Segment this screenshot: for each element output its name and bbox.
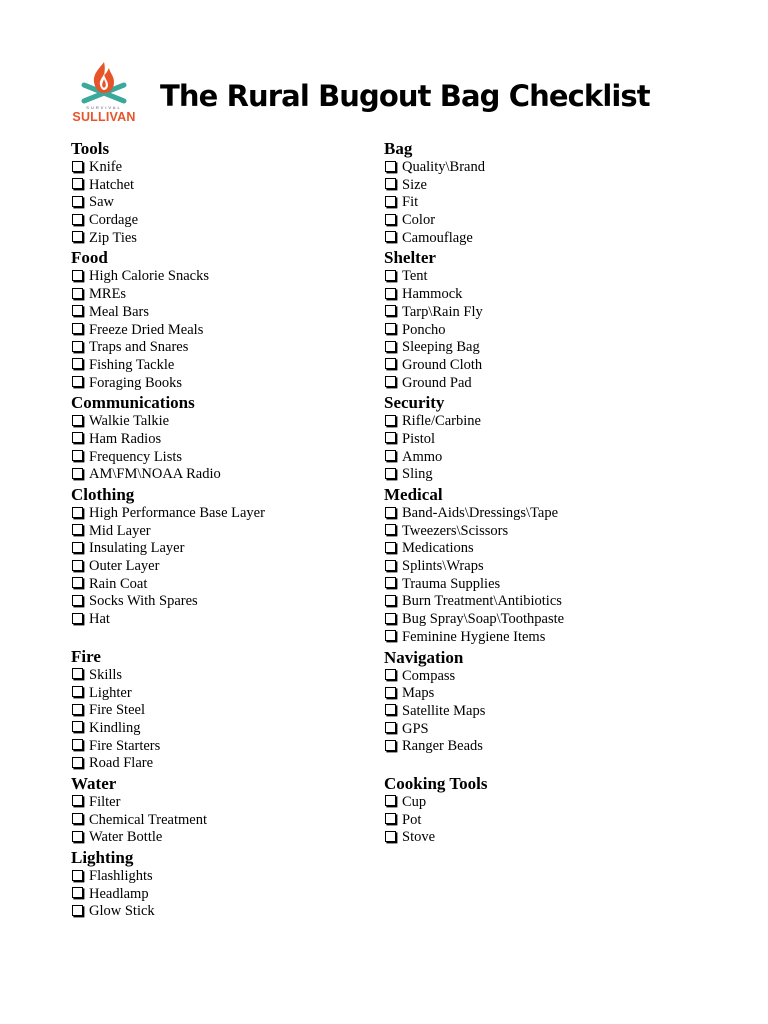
checklist-item bbox=[384, 540, 564, 558]
checklist-item-label: Frequency Lists bbox=[89, 448, 183, 465]
checklist-item-label: Tent bbox=[402, 268, 428, 285]
checkbox-icon[interactable] bbox=[385, 196, 396, 207]
checklist-item bbox=[71, 868, 265, 886]
checklist-item bbox=[71, 230, 265, 248]
checklist-item-label: Cup bbox=[402, 793, 427, 810]
checklist-item bbox=[384, 576, 564, 594]
section-heading-shelter: Shelter bbox=[384, 248, 436, 268]
checklist-item bbox=[71, 413, 265, 431]
logo-tagline: SURVIVAL bbox=[86, 105, 122, 110]
checkbox-icon[interactable] bbox=[385, 687, 396, 698]
checkbox-icon[interactable] bbox=[385, 795, 396, 806]
checkbox-icon[interactable] bbox=[385, 630, 396, 641]
checkbox-icon[interactable] bbox=[72, 507, 83, 518]
checklist-item-label: Lighter bbox=[89, 684, 132, 701]
checklist-item bbox=[71, 431, 265, 449]
checklist-item-label: Ground Pad bbox=[402, 374, 472, 391]
checklist-item-label: MREs bbox=[89, 286, 127, 303]
checklist-item-label: High Performance Base Layer bbox=[89, 505, 265, 521]
checklist-item bbox=[71, 505, 265, 523]
checklist-item-label: Sleeping Bag bbox=[402, 339, 480, 356]
checklist-item-label: Burn Treatment\Antibiotics bbox=[402, 593, 562, 610]
checkbox-icon[interactable] bbox=[72, 415, 83, 426]
checkbox-icon[interactable] bbox=[385, 305, 396, 316]
checkbox-icon[interactable] bbox=[385, 831, 396, 842]
checkbox-icon[interactable] bbox=[385, 507, 396, 518]
checklist-item bbox=[384, 829, 564, 847]
checklist-item-label: Fire Steel bbox=[89, 702, 145, 719]
checklist-item bbox=[71, 812, 265, 830]
checkbox-icon[interactable] bbox=[385, 704, 396, 715]
checklist-item bbox=[71, 685, 265, 703]
checkbox-icon[interactable] bbox=[72, 432, 83, 443]
checklist-item-label: Skills bbox=[89, 666, 123, 683]
checklist-item-label: Fishing Tackle bbox=[89, 356, 175, 373]
checklist-item bbox=[384, 558, 564, 576]
checklist-item bbox=[384, 738, 564, 756]
section-heading-lighting: Lighting bbox=[71, 848, 134, 867]
checklist-item-label: Glow Stick bbox=[89, 903, 155, 920]
checkbox-icon[interactable] bbox=[72, 196, 83, 207]
checklist-item-label: Flashlights bbox=[89, 868, 153, 884]
checklist-item bbox=[71, 194, 265, 212]
checklist-item-label: Ammo bbox=[402, 448, 443, 465]
section-heading-cooking-tools: Cooking Tools bbox=[384, 773, 488, 793]
checklist-item-label: Headlamp bbox=[89, 885, 149, 902]
checkbox-icon[interactable] bbox=[72, 704, 83, 715]
checklist-item-label: Mid Layer bbox=[89, 522, 151, 539]
checklist-item bbox=[384, 668, 564, 686]
section-heading-medical: Medical bbox=[384, 485, 443, 504]
section-heading-bag: Bag bbox=[384, 139, 413, 158]
checklist-item-label: Fire Starters bbox=[89, 737, 161, 754]
checkbox-icon[interactable] bbox=[72, 905, 83, 916]
checklist-item bbox=[384, 721, 564, 739]
checkbox-icon[interactable] bbox=[385, 542, 396, 553]
checklist-item-label: Satellite Maps bbox=[402, 702, 486, 719]
checkbox-icon[interactable] bbox=[72, 358, 83, 369]
checklist-item bbox=[71, 720, 265, 738]
checklist-item bbox=[384, 703, 564, 721]
page-title: The Rural Bugout Bag Checklist bbox=[160, 79, 650, 113]
checkbox-icon[interactable] bbox=[385, 432, 396, 443]
checklist-item bbox=[71, 593, 265, 611]
checklist-item-label: Ham Radios bbox=[89, 430, 162, 447]
checklist-item bbox=[384, 159, 564, 177]
checklist-item bbox=[71, 755, 265, 773]
checklist-item bbox=[384, 431, 564, 449]
section-heading-navigation: Navigation bbox=[384, 647, 464, 667]
checklist-item bbox=[384, 611, 564, 629]
checkbox-icon[interactable] bbox=[385, 415, 396, 426]
checklist-item-label: Size bbox=[402, 176, 427, 193]
checklist-item bbox=[71, 523, 265, 541]
checkbox-icon[interactable] bbox=[72, 577, 83, 588]
checkbox-icon[interactable] bbox=[385, 358, 396, 369]
checkbox-icon[interactable] bbox=[385, 323, 396, 334]
checkbox-icon[interactable] bbox=[385, 231, 396, 242]
checklist-item bbox=[71, 268, 265, 286]
checkbox-icon[interactable] bbox=[72, 305, 83, 316]
checklist-item-label: Freeze Dried Meals bbox=[89, 321, 204, 338]
checklist-item-label: Kindling bbox=[89, 719, 141, 736]
checkbox-icon[interactable] bbox=[72, 214, 83, 225]
checklist-item-label: Splints\Wraps bbox=[402, 558, 484, 575]
checklist-item bbox=[384, 413, 564, 431]
checklist-item bbox=[71, 339, 265, 357]
checklist-item-label: Road Flare bbox=[89, 755, 154, 772]
checkbox-icon[interactable] bbox=[385, 669, 396, 680]
checklist-item-label: Saw bbox=[89, 194, 114, 211]
checklist-item-label: Rain Coat bbox=[89, 575, 148, 592]
checkbox-icon[interactable] bbox=[385, 288, 396, 299]
checklist-item bbox=[384, 375, 564, 393]
checklist-item-label: Zip Ties bbox=[89, 229, 137, 246]
checkbox-icon[interactable] bbox=[72, 831, 83, 842]
checkbox-icon[interactable] bbox=[72, 468, 83, 479]
checkbox-icon[interactable] bbox=[385, 722, 396, 733]
checkbox-icon[interactable] bbox=[72, 757, 83, 768]
checklist-item-label: Hatchet bbox=[89, 176, 135, 193]
checklist-item bbox=[71, 357, 265, 375]
logo-name: SULLIVAN bbox=[72, 110, 136, 124]
checklist-item-label: Chemical Treatment bbox=[89, 811, 207, 828]
checklist-item-label: Band-Aids\Dressings\Tape bbox=[402, 505, 559, 521]
checkbox-icon[interactable] bbox=[72, 668, 83, 679]
checkbox-icon[interactable] bbox=[72, 595, 83, 606]
section-spacer bbox=[71, 629, 265, 646]
checkbox-icon[interactable] bbox=[72, 613, 83, 624]
checklist-item bbox=[71, 829, 265, 847]
checklist-item bbox=[71, 177, 265, 195]
checklist-item-label: Cordage bbox=[89, 212, 139, 229]
checklist-item bbox=[71, 903, 265, 921]
checkbox-icon[interactable] bbox=[72, 178, 83, 189]
checklist-item-label: Fit bbox=[402, 194, 419, 211]
checklist-item bbox=[384, 194, 564, 212]
checkbox-icon[interactable] bbox=[72, 739, 83, 750]
checklist-item bbox=[384, 357, 564, 375]
checklist-item bbox=[71, 794, 265, 812]
checklist-item-label: Ground Cloth bbox=[402, 356, 483, 373]
checklist-item-label: Foraging Books bbox=[89, 374, 183, 391]
checklist-item-label: Poncho bbox=[402, 321, 446, 338]
checklist-item bbox=[384, 812, 564, 830]
checklist-item-label: Color bbox=[402, 212, 436, 229]
checkbox-icon[interactable] bbox=[72, 524, 83, 535]
checkbox-icon[interactable] bbox=[72, 560, 83, 571]
checklist-item bbox=[71, 558, 265, 576]
checklist-item-label: Stove bbox=[402, 829, 436, 846]
section-heading-tools: Tools bbox=[71, 139, 110, 158]
checklist-item bbox=[384, 286, 564, 304]
section-heading-food: Food bbox=[71, 248, 108, 268]
section-heading-water: Water bbox=[71, 773, 117, 793]
checklist-item-label: AM\FM\NOAA Radio bbox=[89, 466, 221, 483]
checklist-item-label: Trauma Supplies bbox=[402, 575, 501, 592]
checkbox-icon[interactable] bbox=[72, 870, 83, 881]
checkbox-icon[interactable] bbox=[385, 376, 396, 387]
checklist-item-label: Knife bbox=[89, 159, 123, 175]
section-heading-communications: Communications bbox=[71, 393, 195, 413]
checkbox-icon[interactable] bbox=[72, 341, 83, 352]
checkbox-icon[interactable] bbox=[72, 231, 83, 242]
checkbox-icon[interactable] bbox=[72, 270, 83, 281]
checklist-item bbox=[71, 667, 265, 685]
checklist-item-label: Bug Spray\Soap\Toothpaste bbox=[402, 611, 565, 628]
checkbox-icon[interactable] bbox=[385, 270, 396, 281]
checklist-item bbox=[384, 466, 564, 484]
section-heading-security: Security bbox=[384, 393, 445, 413]
checkbox-icon[interactable] bbox=[385, 524, 396, 535]
checklist-item-label: Camouflage bbox=[402, 229, 473, 246]
checklist-item-label: GPS bbox=[402, 720, 429, 737]
checklist-item-label: Tarp\Rain Fly bbox=[402, 303, 483, 320]
checkbox-icon[interactable] bbox=[385, 577, 396, 588]
checklist-item-label: High Calorie Snacks bbox=[89, 268, 210, 285]
checklist-item bbox=[384, 794, 564, 812]
checklist-item-label: Compass bbox=[402, 667, 456, 684]
checklist-item bbox=[71, 286, 265, 304]
checklist-item-label: Insulating Layer bbox=[89, 540, 185, 557]
checklist-item bbox=[71, 375, 265, 393]
checklist-item-label: Tweezers\Scissors bbox=[402, 522, 509, 539]
checklist-item bbox=[71, 322, 265, 340]
checklist-item-label: Rifle/Carbine bbox=[402, 413, 481, 430]
checkbox-icon[interactable] bbox=[385, 161, 396, 172]
checklist-item bbox=[384, 322, 564, 340]
checkbox-icon[interactable] bbox=[385, 468, 396, 479]
checkbox-icon[interactable] bbox=[72, 288, 83, 299]
checkbox-icon[interactable] bbox=[385, 740, 396, 751]
checklist-item-label: Water Bottle bbox=[89, 829, 163, 846]
checklist-item bbox=[71, 212, 265, 230]
section-heading-clothing: Clothing bbox=[71, 485, 135, 504]
checklist-item bbox=[384, 685, 564, 703]
checkbox-icon[interactable] bbox=[385, 178, 396, 189]
checklist-item-label: Socks With Spares bbox=[89, 593, 198, 610]
checkbox-icon[interactable] bbox=[385, 214, 396, 225]
checklist-item bbox=[384, 629, 564, 647]
left-checklist-column bbox=[71, 138, 265, 921]
checkbox-icon[interactable] bbox=[72, 795, 83, 806]
checklist-item bbox=[71, 466, 265, 484]
checkbox-icon[interactable] bbox=[72, 813, 83, 824]
checkbox-icon[interactable] bbox=[385, 613, 396, 624]
checklist-item-label: Feminine Hygiene Items bbox=[402, 628, 546, 645]
checklist-item bbox=[71, 576, 265, 594]
checkbox-icon[interactable] bbox=[72, 323, 83, 334]
checkbox-icon[interactable] bbox=[385, 595, 396, 606]
checklist-item bbox=[384, 339, 564, 357]
checkbox-icon[interactable] bbox=[385, 813, 396, 824]
section-spacer bbox=[384, 756, 564, 773]
section-heading-fire: Fire bbox=[71, 646, 101, 666]
checkbox-icon[interactable] bbox=[385, 450, 396, 461]
checklist-item bbox=[71, 159, 265, 177]
checkbox-icon[interactable] bbox=[72, 161, 83, 172]
checklist-item-label: Hat bbox=[89, 611, 110, 628]
checkbox-icon[interactable] bbox=[72, 721, 83, 732]
checklist-item bbox=[71, 540, 265, 558]
checklist-item-label: Hammock bbox=[402, 286, 463, 303]
checklist-item bbox=[384, 523, 564, 541]
checkbox-icon[interactable] bbox=[72, 887, 83, 898]
checkbox-icon[interactable] bbox=[72, 542, 83, 553]
checklist-item bbox=[71, 886, 265, 904]
checklist-item-label: Medications bbox=[402, 540, 474, 557]
survival-sullivan-logo bbox=[70, 60, 138, 128]
checklist-item-label: Outer Layer bbox=[89, 558, 160, 575]
checklist-item-label: Pot bbox=[402, 811, 422, 828]
checklist-item bbox=[71, 449, 265, 467]
right-checklist-column bbox=[384, 138, 564, 847]
checklist-item bbox=[384, 505, 564, 523]
checkbox-icon[interactable] bbox=[385, 560, 396, 571]
checklist-item bbox=[384, 230, 564, 248]
checkbox-icon[interactable] bbox=[72, 450, 83, 461]
checklist-item-label: Pistol bbox=[402, 430, 436, 447]
checklist-item-label: Meal Bars bbox=[89, 303, 149, 320]
checkbox-icon[interactable] bbox=[72, 376, 83, 387]
checklist-item-label: Sling bbox=[402, 466, 433, 483]
checklist-item bbox=[384, 449, 564, 467]
checklist-item-label: Filter bbox=[89, 793, 121, 810]
checklist-item bbox=[384, 304, 564, 322]
checklist-item bbox=[384, 593, 564, 611]
checklist-item-label: Ranger Beads bbox=[402, 738, 483, 755]
checkbox-icon[interactable] bbox=[385, 341, 396, 352]
checklist-item bbox=[71, 738, 265, 756]
checklist-item bbox=[384, 177, 564, 195]
checkbox-icon[interactable] bbox=[72, 686, 83, 697]
checklist-item bbox=[71, 304, 265, 322]
checklist-item bbox=[71, 611, 265, 629]
checklist-item bbox=[71, 702, 265, 720]
checklist-item-label: Traps and Snares bbox=[89, 339, 189, 356]
checklist-item bbox=[384, 268, 564, 286]
checklist-item-label: Quality\Brand bbox=[402, 159, 485, 175]
checklist-item-label: Maps bbox=[402, 685, 435, 702]
campfire-icon bbox=[70, 60, 138, 110]
checklist-item-label: Walkie Talkie bbox=[89, 413, 170, 430]
checklist-item bbox=[384, 212, 564, 230]
